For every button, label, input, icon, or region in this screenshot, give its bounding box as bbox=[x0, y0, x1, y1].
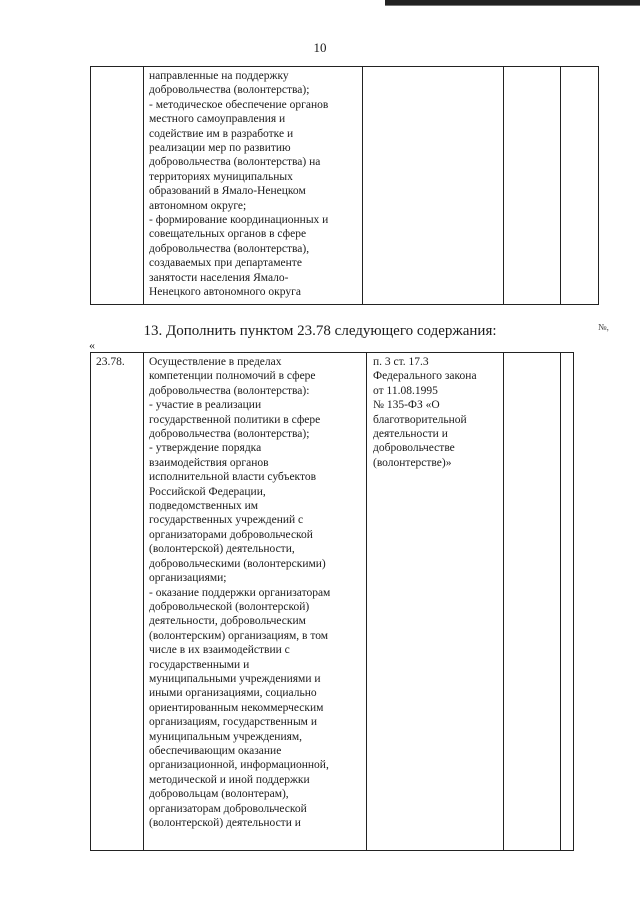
cell-number bbox=[91, 353, 144, 851]
table-continuation bbox=[90, 66, 599, 305]
scan-edge-mark bbox=[385, 0, 640, 5]
cell-legal-basis bbox=[363, 67, 504, 305]
cell-col-4 bbox=[504, 353, 561, 851]
table-row bbox=[91, 353, 574, 851]
page-number: 10 bbox=[313, 40, 327, 55]
legal-basis-text: п. 3 ст. 17.3 Федерального закона от 11.08.1995 № 135-ФЗ «О благотворительной деятельности и добровольчестве (волонтерстве)» bbox=[373, 356, 477, 469]
cell-content bbox=[144, 67, 363, 305]
cell-content-text: направленные на поддержку добровольчества (волонтерства); - методическое обеспечение органов местного самоуправления и содействие им в разработке и реализации мер по развитию добровольчества (волонтерства) на территориях муниципальных образований в Ямало-Ненецком автономном округе; - формирование координационных и совещательных органов в сфере добровольчества (волонтерства), создаваемых при департаменте занятости населения Ямало- Ненецкого автономного округа bbox=[149, 70, 329, 299]
margin-mark: №, bbox=[598, 322, 609, 332]
amendment-heading: 13. Дополнить пунктом 23.78 следующего содержания: bbox=[143, 323, 497, 339]
cell-col-5 bbox=[561, 67, 599, 305]
cell-legal-basis bbox=[367, 353, 504, 851]
cell-number bbox=[91, 67, 144, 305]
table-new-item bbox=[90, 352, 574, 851]
cell-col-4 bbox=[504, 67, 561, 305]
item-number: 23.78. bbox=[96, 356, 125, 368]
cell-col-5 bbox=[561, 353, 574, 851]
cell-content bbox=[144, 353, 367, 851]
cell-content-text: Осуществление в пределах компетенции полномочий в сфере добровольчества (волонтерства): - участие в реализации государственной политики в сфере добровольчества (волонтерства); - утверждение порядка взаимодействия органов исполнительной власти субъектов Российской Федерации, подведомственных им государственных учреждений с организаторами добровольческой (волонтерской) деятельности, добровольческими (волонтерскими) организациями; - оказание поддержки организаторам добровольческой (волонтерской) деятельности, добровольческим (волонтерским) организациям, в том числе в их взаимодействии с государственными и муниципальными учреждениями и иными организациями, социально ориентированным некоммерческим организациям, государственным и муниципальным учреждениям, обеспечивающим оказание организационной, информационной, методической и иной поддержки добровольцам (волонтерам), организаторам добровольческой (волонтерской) деятельности и bbox=[149, 356, 331, 829]
table-row bbox=[91, 67, 599, 305]
open-quote: « bbox=[89, 338, 95, 352]
